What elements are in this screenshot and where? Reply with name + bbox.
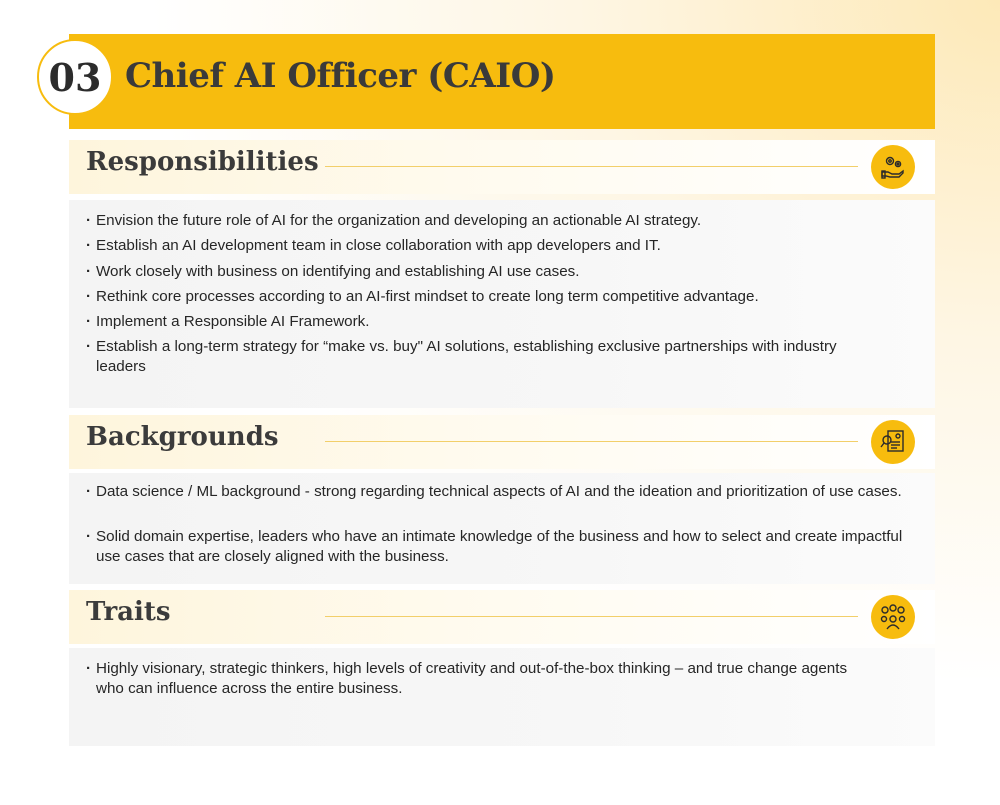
section-number-badge: 03	[37, 39, 113, 115]
list-item: · Envision the future role of AI for the organization and developing an actionable AI strategy.	[86, 211, 946, 231]
traits-header	[69, 590, 935, 644]
list-item: · Highly visionary, strategic thinkers, high levels of creativity and out-of-the-box thinking – and true change agents who can influence across the entire business.	[86, 659, 876, 699]
list-item: · Establish an AI development team in close collaboration with app developers and IT.	[86, 236, 946, 256]
list-item: · Solid domain expertise, leaders who have an intimate knowledge of the business and how to select and create impactful use cases that are closely aligned with the business.	[86, 527, 916, 567]
list-item: · Rethink core processes according to an AI-first mindset to create long term competitive advantage.	[86, 287, 946, 307]
traits-title: Traits	[86, 597, 171, 627]
gears-hand-icon	[871, 145, 915, 189]
list-item: · Establish a long-term strategy for “make vs. buy" AI solutions, establishing exclusive partnerships with industry leaders	[86, 337, 866, 377]
traits-body	[69, 648, 935, 746]
divider-line	[325, 616, 858, 617]
responsibilities-header	[69, 140, 935, 194]
backgrounds-title: Backgrounds	[86, 422, 279, 452]
list-item: · Work closely with business on identifying and establishing AI use cases.	[86, 262, 946, 282]
list-item: · Implement a Responsible AI Framework.	[86, 312, 946, 332]
backgrounds-body	[69, 473, 935, 584]
backgrounds-header	[69, 415, 935, 469]
divider-line	[325, 166, 858, 167]
person-ideas-icon	[871, 595, 915, 639]
responsibilities-title: Responsibilities	[86, 147, 319, 177]
page-title: Chief AI Officer (CAIO)	[125, 56, 556, 96]
list-item: · Data science / ML background - strong regarding technical aspects of AI and the ideation and prioritization of use cases.	[86, 482, 946, 502]
responsibilities-body	[69, 200, 935, 408]
resume-magnifier-icon	[871, 420, 915, 464]
divider-line	[325, 441, 858, 442]
